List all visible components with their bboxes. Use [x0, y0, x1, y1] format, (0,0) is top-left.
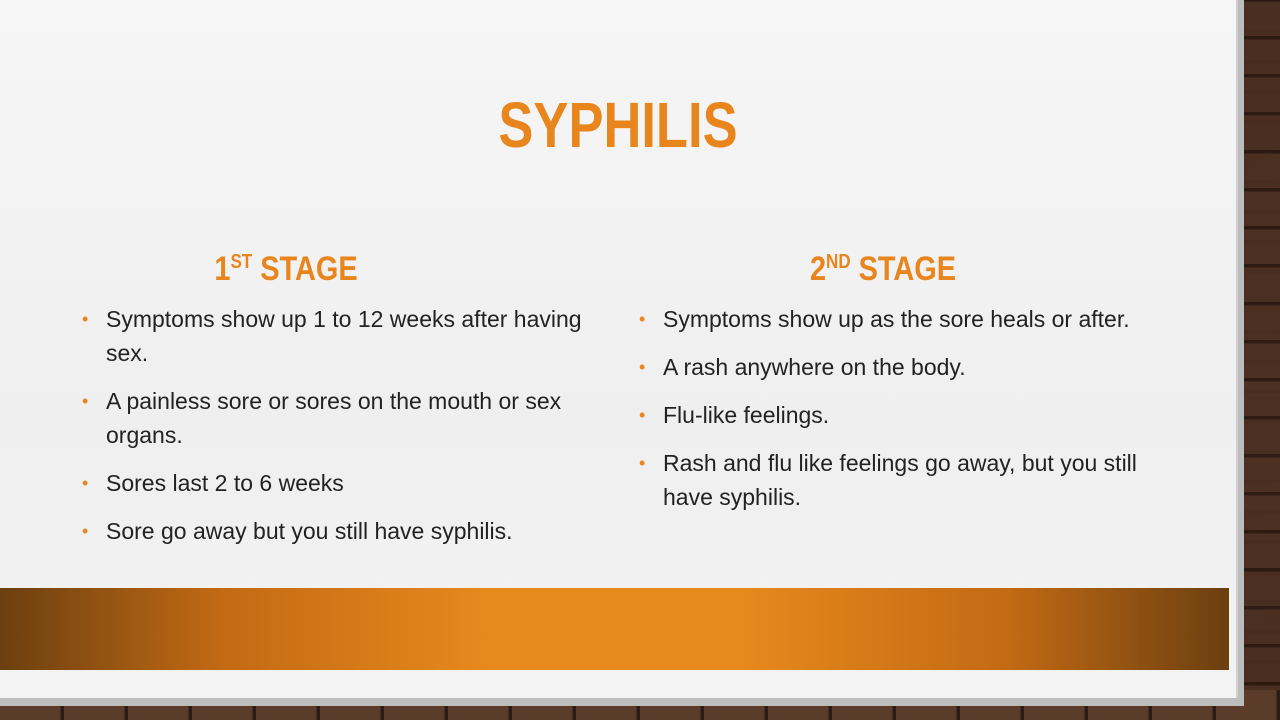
list-item — [80, 384, 610, 452]
stage-2-column — [637, 240, 1167, 528]
list-item — [80, 466, 610, 500]
bullet-text: Flu-like feelings. — [663, 402, 830, 428]
stage-2-heading-suffix: ND — [826, 251, 851, 273]
list-item — [637, 302, 1167, 336]
bullet-text: A painless sore or sores on the mouth or sex organs. — [106, 388, 562, 448]
stage-1-heading-number: 1 — [214, 250, 231, 288]
list-item — [637, 350, 1167, 384]
bullet-text: Sore go away but you still have syphilis. — [106, 518, 513, 544]
list-item — [637, 398, 1167, 432]
list-item — [80, 302, 610, 370]
bullet-icon: • — [82, 391, 89, 411]
orange-footer-band — [0, 588, 1229, 670]
bullet-icon: • — [639, 309, 646, 329]
stage-1-column — [80, 240, 610, 562]
bullet-text: Sores last 2 to 6 weeks — [106, 470, 344, 496]
bullet-icon: • — [639, 405, 646, 425]
stage-2-heading-number: 2 — [809, 250, 827, 288]
bullet-icon: • — [82, 473, 89, 493]
list-item — [637, 446, 1167, 514]
bullet-icon: • — [639, 357, 646, 377]
bullet-icon: • — [82, 521, 89, 541]
stage-2-heading-text: STAGE — [850, 250, 957, 288]
bullet-text: A rash anywhere on the body. — [663, 354, 966, 380]
stage-1-bullet-list — [80, 302, 610, 548]
stage-1-heading — [11, 240, 562, 288]
list-item — [80, 514, 610, 548]
bullet-icon: • — [82, 309, 89, 329]
stage-1-heading-text: STAGE — [252, 250, 358, 288]
slide-title: SYPHILIS — [498, 89, 738, 161]
stage-2-heading — [642, 240, 1125, 288]
stage-2-bullet-list — [637, 302, 1167, 514]
bullet-icon: • — [639, 453, 646, 473]
bullet-text: Rash and flu like feelings go away, but you still have syphilis. — [663, 450, 1137, 510]
stage-1-heading-suffix: ST — [230, 251, 253, 273]
bullet-text: Symptoms show up 1 to 12 weeks after having sex. — [106, 306, 582, 366]
bullet-text: Symptoms show up as the sore heals or after. — [663, 306, 1130, 332]
